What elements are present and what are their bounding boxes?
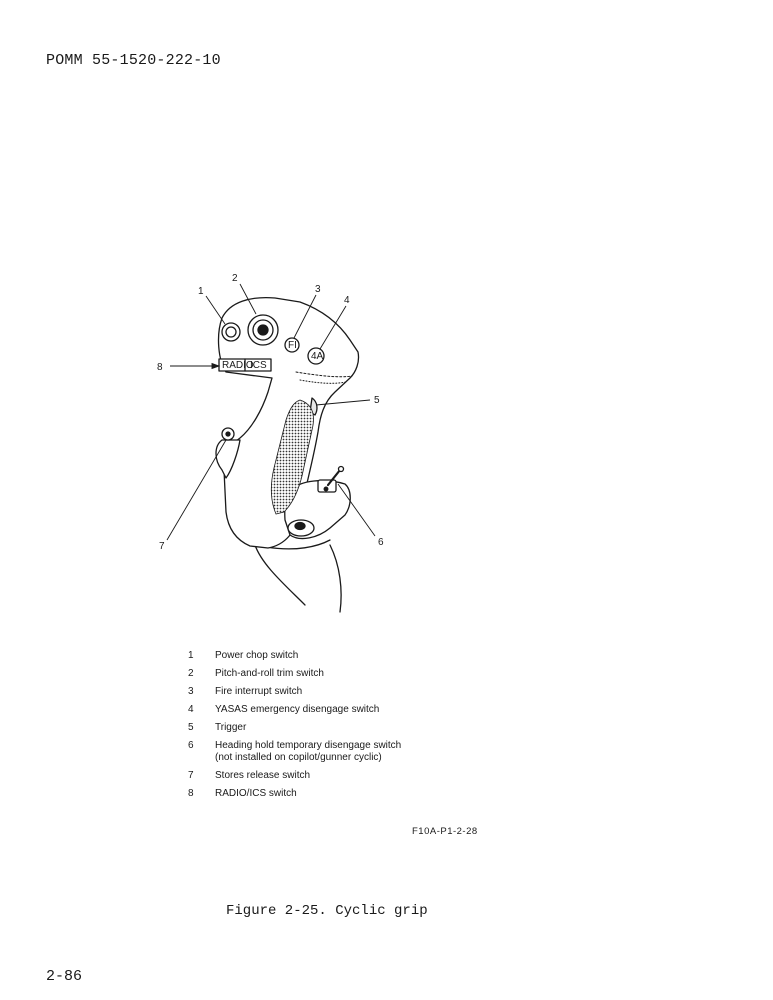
leader-1 — [206, 296, 225, 324]
legend-number: 1 — [188, 650, 194, 661]
figure-caption: Figure 2-25. Cyclic grip — [226, 903, 428, 919]
legend-number: 3 — [188, 686, 194, 697]
legend-text: RADIO/ICS switch — [215, 788, 297, 799]
legend-number: 8 — [188, 788, 194, 799]
page-number: 2-86 — [46, 968, 83, 985]
legend-item — [188, 788, 508, 800]
radio-label: RADIO — [222, 360, 254, 371]
power-chop-switch — [222, 323, 240, 341]
legend-number: 5 — [188, 722, 194, 733]
legend-text: Fire interrupt switch — [215, 686, 303, 697]
callout-7: 7 — [159, 541, 165, 552]
legend-text: YASAS emergency disengage switch — [215, 704, 380, 715]
legend-number: 4 — [188, 704, 194, 715]
legend-number: 2 — [188, 668, 194, 679]
legend-text: Trigger — [215, 722, 247, 733]
callout-5: 5 — [374, 395, 380, 406]
legend-number: 6 — [188, 740, 194, 751]
legend-item — [188, 770, 508, 782]
legend-item — [188, 650, 508, 662]
legend-text: Heading hold temporary disengage switch (not installed on copilot/gunner cyclic) — [215, 740, 402, 763]
callout-4: 4 — [344, 295, 350, 306]
legend-item — [188, 704, 508, 716]
legend-item — [188, 686, 508, 698]
fi-label: FI — [288, 340, 297, 351]
legend-text: Power chop switch — [215, 650, 299, 661]
yasas-label: 4A — [311, 351, 324, 362]
callout-3: 3 — [315, 284, 321, 295]
legend-text: Pitch-and-roll trim switch — [215, 668, 324, 679]
callout-6: 6 — [378, 537, 384, 548]
legend-item — [188, 722, 508, 734]
callout-2: 2 — [232, 273, 238, 284]
figure-legend — [188, 650, 508, 806]
leader-7 — [167, 440, 226, 540]
legend-number: 7 — [188, 770, 194, 781]
stick-tube — [255, 545, 341, 612]
legend-text: Stores release switch — [215, 770, 311, 781]
callout-1: 1 — [198, 286, 204, 297]
document-number: POMM 55-1520-222-10 — [46, 52, 221, 69]
ics-label: ICS — [250, 360, 267, 371]
figure-id: F10A-P1-2-28 — [412, 826, 478, 837]
legend-item — [188, 668, 508, 680]
callout-8: 8 — [157, 362, 163, 373]
legend-item — [188, 740, 508, 764]
